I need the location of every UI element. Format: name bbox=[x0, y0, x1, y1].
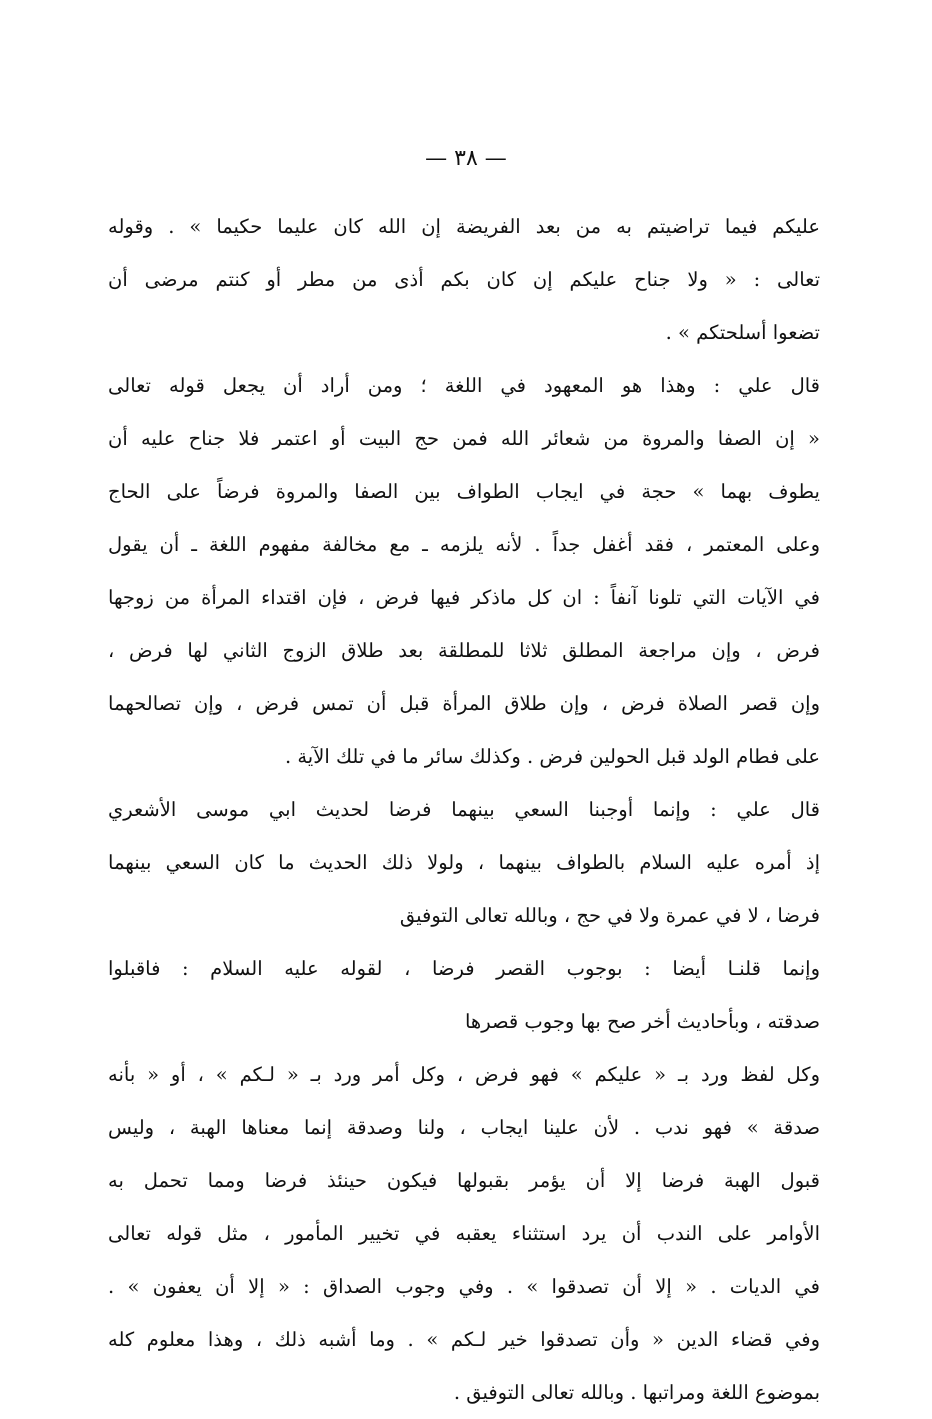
text-line: عليكم فيما تراضيتم به من بعد الفريضة إن الله كان عليما حكيما » . وقوله bbox=[108, 215, 820, 238]
text-line: في الآيات التي تلونا آنفاً : ان كل ماذكر فيها فرض ، فإن اقتداء المرأة من زوجها bbox=[108, 586, 820, 609]
text-line: صدقته ، وبأحاديث أخر صح بها وجوب قصرها bbox=[464, 1010, 820, 1033]
text-line: إذ أمره عليه السلام بالطواف بينهما ، ولولا ذلك الحديث ما كان السعي بينهما bbox=[108, 851, 820, 874]
text-line: وعلى المعتمر ، فقد أغفل جداً . لأنه يلزمه ـ مع مخالفة مفهوم اللغة ـ أن يقول bbox=[108, 533, 820, 556]
text-line: فرضا ، لا في عمرة ولا في حج ، وبالله تعالى التوفيق bbox=[399, 904, 820, 927]
text-line: وإنما قلنـا أيضا : بوجوب القصر فرضا ، لقوله عليه السلام : فاقبلوا bbox=[108, 957, 820, 980]
text-line: تضعوا أسلحتكم » . bbox=[665, 321, 820, 344]
text-line: على فطام الولد قبل الحولين فرض . وكذلك سائر ما في تلك الآية . bbox=[284, 745, 820, 768]
text-line: يطوف بهما » حجة في ايجاب الطواف بين الصفا والمروة فرضاً على الحاج bbox=[108, 480, 820, 503]
text-line: فرض ، وإن مراجعة المطلق ثلاثا للمطلقة بعد طلاق الزوج الثاني لها فرض ، bbox=[108, 639, 820, 662]
text-line: قال علي : وإنما أوجبنا السعي بينهما فرضا لحديث ابي موسى الأشعري bbox=[108, 798, 820, 821]
text-line: وإن قصر الصلاة فرض ، وإن طلاق المرأة قبل أن تمس فرض ، وإن تصالحهما bbox=[108, 692, 820, 715]
text-line: قبول الهبة فرضا إلا أن يؤمر بقبولها فيكون حينئذ فرضا ومما تحمل به bbox=[108, 1169, 820, 1192]
text-line: تعالى : « ولا جناح عليكم إن كان بكم أذى من مطر أو كنتم مرضى أن bbox=[108, 268, 820, 291]
page-number: — ٣٨ — bbox=[425, 146, 507, 171]
text-line: الأوامر على الندب أن يرد استثناء يعقبه في تخيير المأمور ، مثل قوله تعالى bbox=[108, 1222, 820, 1245]
text-line: وكل لفظ ورد بـ « عليكم » فهو فرض ، وكل أمر ورد بـ « لـكم » ، أو « بأنه bbox=[108, 1063, 820, 1086]
text-line: في الديات . « إلا أن تصدقوا » . وفي وجوب الصداق : « إلا أن يعفون » . bbox=[108, 1275, 820, 1298]
text-line: وفي قضاء الدين « وأن تصدقوا خير لـكم » . وما أشبه ذلك ، وهذا معلوم كله bbox=[108, 1328, 820, 1351]
text-line: قال علي : وهذا هو المعهود في اللغة ؛ ومن أراد أن يجعل قوله تعالى bbox=[108, 374, 820, 397]
body-text bbox=[108, 200, 820, 1419]
text-line: بموضوع اللغة ومراتبها . وبالله تعالى التوفيق . bbox=[453, 1381, 820, 1404]
text-line: صدقة » فهو ندب . لأن علينا ايجاب ، ولنا وصدقة إنما معناها الهبة ، وليس bbox=[108, 1116, 820, 1139]
text-line: « إن الصفا والمروة من شعائر الله فمن حج البيت أو اعتمر فلا جناح عليه أن bbox=[108, 427, 820, 450]
